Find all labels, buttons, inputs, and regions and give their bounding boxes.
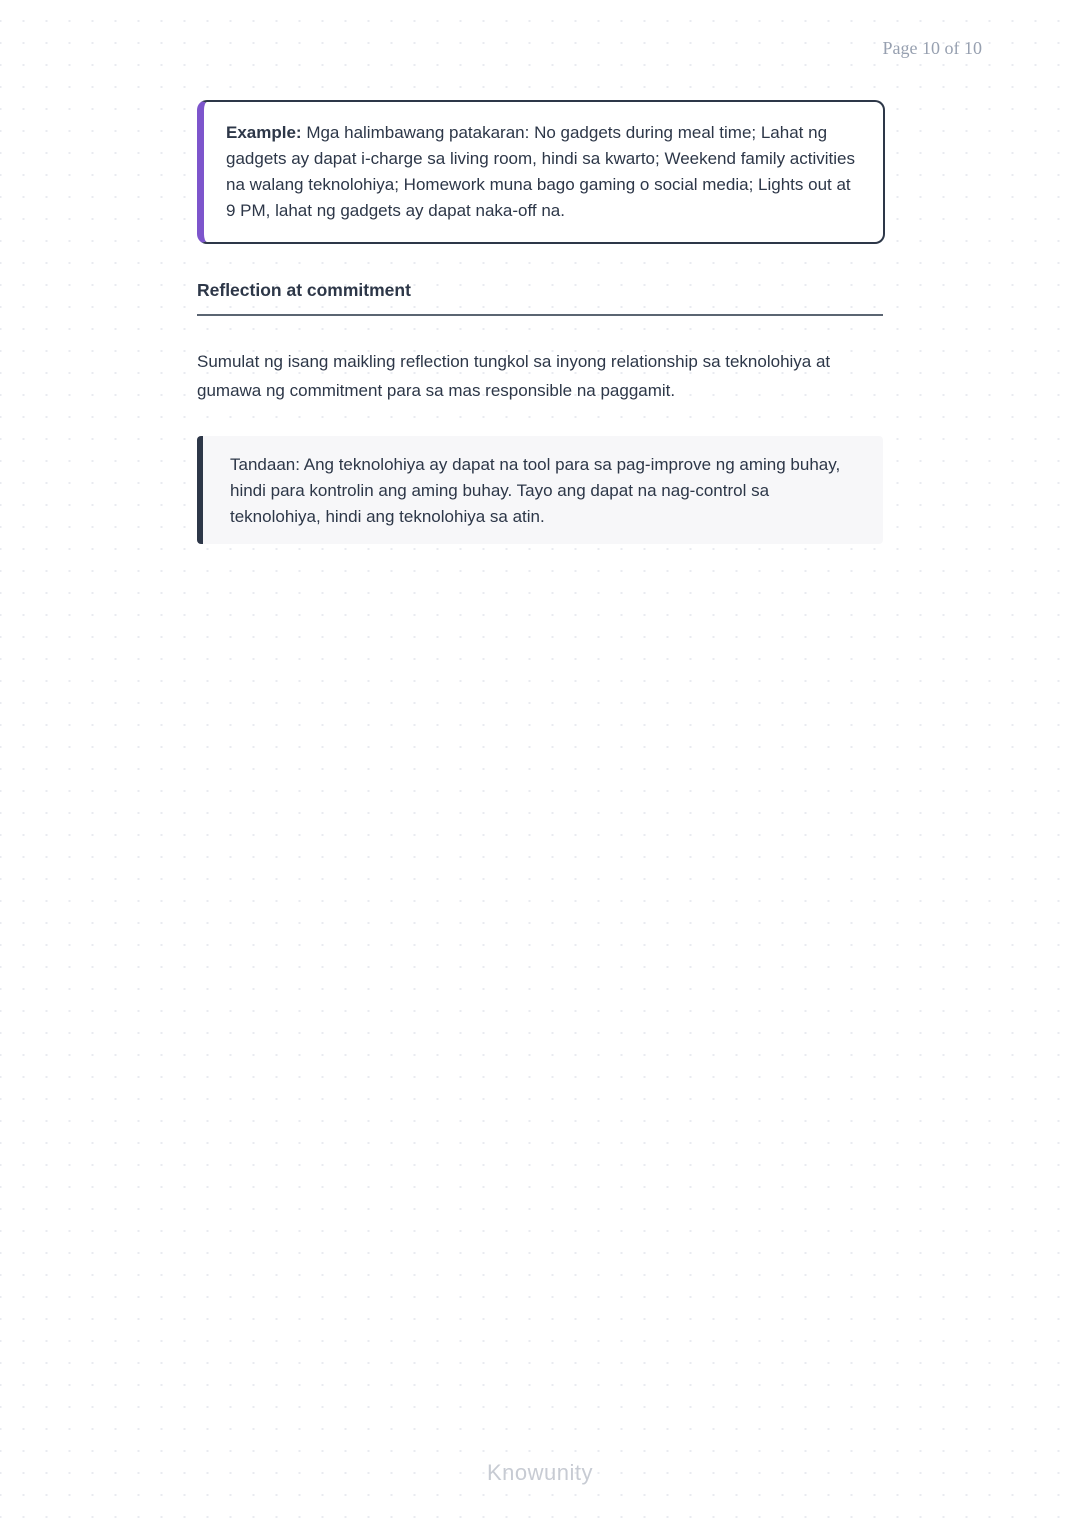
document-content <box>197 100 885 544</box>
footer-brand-logo: Knowunity <box>486 1460 593 1485</box>
example-label: Example: <box>226 123 302 142</box>
body-paragraph: Sumulat ng isang maikling reflection tungkol sa inyong relationship sa teknolohiya at gumawa ng commitment para sa mas responsible na paggamit. <box>197 352 831 400</box>
page-number-indicator: Page 10 of 10 <box>882 38 982 58</box>
example-callout-box <box>197 100 885 244</box>
section-heading: Reflection at commitment <box>197 280 883 316</box>
note-callout-box <box>197 436 883 544</box>
example-text: Mga halimbawang patakaran: No gadgets during meal time; Lahat ng gadgets ay dapat i-charge sa living room, hindi sa kwarto; Weekend family activities na walang teknolohiya; Homework muna bago gaming o social media; Lights out at 9 PM, lahat ng gadgets ay dapat naka-off na. <box>226 123 855 220</box>
note-text: Tandaan: Ang teknolohiya ay dapat na tool para sa pag-improve ng aming buhay, hindi para kontrolin ang aming buhay. Tayo ang dapat na nag-control sa teknolohiya, hindi ang teknolohiya sa atin. <box>230 455 841 526</box>
